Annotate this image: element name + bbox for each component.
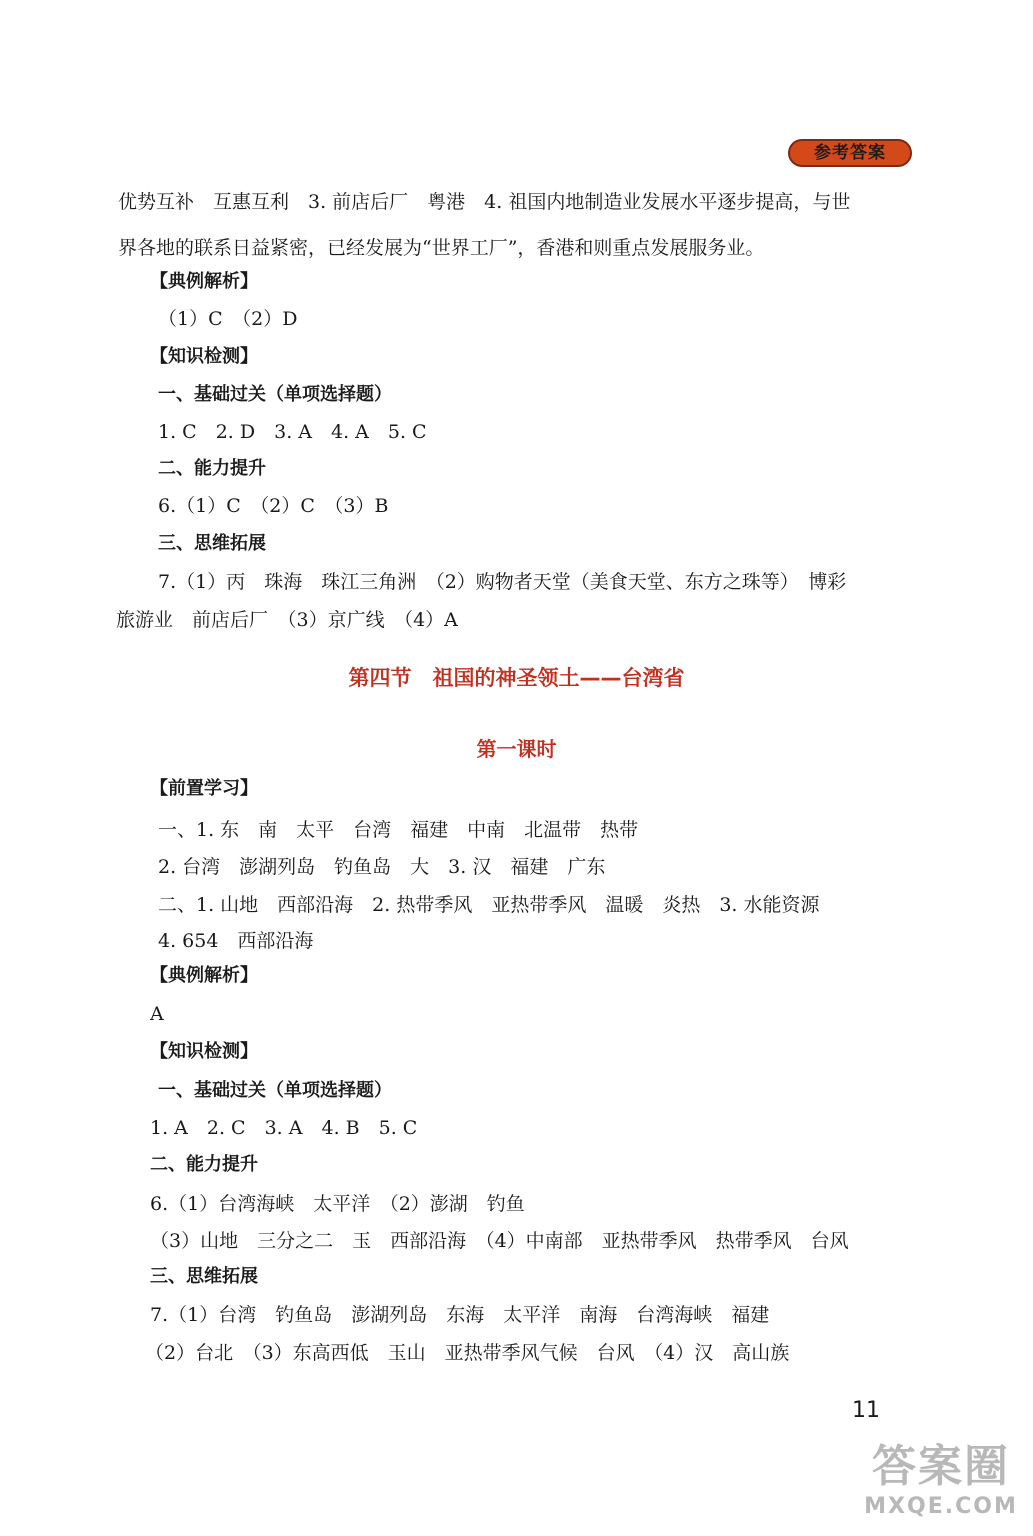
- answer-line: 6.（1）台湾海峡 太平洋 （2）澎湖 钓鱼: [150, 1193, 525, 1215]
- watermark: [856, 1440, 1026, 1530]
- answer-line: 二、1. 山地 西部沿海 2. 热带季风 亚热带季风 温暖 炎热 3. 水能资源: [158, 894, 820, 916]
- subsection-heading: 二、能力提升: [150, 1154, 258, 1175]
- text-line: 优势互补 互惠互利 3. 前店后厂 粤港 4. 祖国内地制造业发展水平逐步提高，与世: [118, 191, 851, 213]
- text-line: 界各地的联系日益紧密，已经发展为“世界工厂”，香港和则重点发展服务业。: [118, 237, 765, 259]
- section-heading: 【前置学习】: [150, 778, 258, 799]
- watermark-logo-text: 答案圈: [872, 1441, 1010, 1492]
- watermark-url: MXQE.COM: [864, 1494, 1018, 1519]
- answer-key-badge: 参考答案: [788, 139, 912, 167]
- answer-line: 1. C 2. D 3. A 4. A 5. C: [158, 421, 427, 443]
- answer-line: 7.（1）丙 珠海 珠江三角洲 （2）购物者天堂（美食天堂、东方之珠等） 博彩: [158, 571, 847, 593]
- answer-line: 6.（1）C （2）C （3）B: [158, 495, 389, 517]
- answer-line: 1. A 2. C 3. A 4. B 5. C: [150, 1117, 418, 1139]
- section-heading: 【典例解析】: [150, 271, 258, 292]
- section-title: 第四节 祖国的神圣领土——台湾省: [348, 666, 685, 690]
- subsection-heading: 二、能力提升: [158, 458, 266, 479]
- subsection-heading: 一、基础过关（单项选择题）: [158, 1080, 392, 1101]
- answer-line: 一、1. 东 南 太平 台湾 福建 中南 北温带 热带: [158, 819, 639, 841]
- answer-line: 2. 台湾 澎湖列岛 钓鱼岛 大 3. 汉 福建 广东: [158, 856, 606, 878]
- section-heading: 【知识检测】: [150, 346, 258, 367]
- subsection-heading: 三、思维拓展: [158, 533, 266, 554]
- answer-line: A: [150, 1003, 164, 1025]
- answer-line: （3）山地 三分之二 玉 西部沿海 （4）中南部 亚热带季风 热带季风 台风: [150, 1230, 849, 1252]
- section-heading: 【知识检测】: [150, 1041, 258, 1062]
- subsection-heading: 一、基础过关（单项选择题）: [158, 384, 392, 405]
- lesson-title: 第一课时: [476, 737, 557, 761]
- answer-line: 旅游业 前店后厂 （3）京广线 （4）A: [116, 609, 458, 631]
- answer-line: （1）C （2）D: [158, 308, 298, 330]
- answer-line: 7.（1）台湾 钓鱼岛 澎湖列岛 东海 太平洋 南海 台湾海峡 福建: [150, 1304, 770, 1326]
- section-heading: 【典例解析】: [150, 965, 258, 986]
- answer-line: 4. 654 西部沿海: [158, 930, 314, 952]
- answer-line: （2）台北 （3）东高西低 玉山 亚热带季风气候 台风 （4）汉 高山族: [145, 1342, 790, 1364]
- subsection-heading: 三、思维拓展: [150, 1266, 258, 1287]
- page-number: 11: [852, 1398, 880, 1423]
